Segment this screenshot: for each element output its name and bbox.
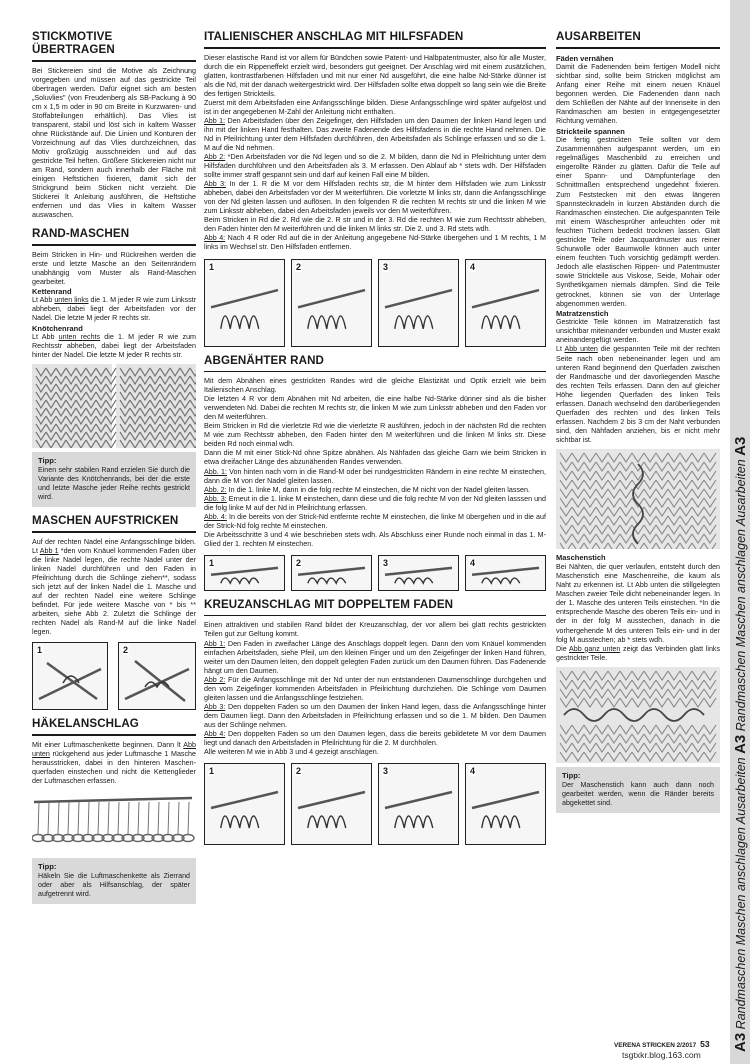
body-text: Mit einer Luftmaschenkette beginnen. Dann lt Abb unten rückgehend aus jeder Luftmasche 1 Masche herausstricken, dabei in den hinteren Maschenquerfaden einstechen und nicht die Kettenglieder der Luftmaschen erfassen. [32,740,196,785]
hand-drawing [379,260,458,346]
side-tab-text: A3 Randmaschen Maschen anschlagen Ausarbeiten A3 Randmaschen Maschen anschlagen Ausarbeiten A3 [732,436,749,1052]
body-text: Die letzten 4 R vor dem Abnähen mit Nd arbeiten, die eine halbe Nd-Stärke dünner sind als die bisher verwendeten Nd. Dabei die rechten M rechts str, die linken M wie zum Linksstr abheben und den Faden vor den M weiterführen. [204,395,546,422]
body-text: Beim Stricken in Rd die vierletzte Rd wie die vierletzte R ausführen, jedoch in der nächsten Rd die rechten M wie zum Rechtsstr abheben, den Faden hinter den M weiterführen und die linken M links str. Diese beiden Rd noch einmal wdh. [204,422,546,449]
tip-label: Tipp: [562,770,581,780]
figure-step [378,763,459,845]
body-text: Bei Nähten, die quer verlaufen, entsteht durch den Maschenstich eine Maschenreihe, die kaum als Naht zu erkennen ist. Lt Abb unten die stillgelegten Maschen zweier Teile dicht nebeneinander legen. In der 1. Masche des unteren Teils einstechen. *In die entsprechende Masche des oberen Teils ein- und in der in der folg M ausstechen, danach in die vorhergehende M des unteren Teils ein- und in der folg M ausstechen; ab * stets wdh. [556,562,720,644]
step-number: 3 [383,766,389,777]
kitchener-stitch-illustration [556,667,720,763]
tip-label: Tipp: [38,861,57,871]
title-rule [556,47,720,49]
section-italien [204,30,546,347]
body-text: Damit die Fadenenden beim fertigen Modell nicht sichtbar sind, sollte beim Stricken möglichst am Anfang einer Reihe mit einem neuen Knäuel begonnen werden. Die Fadenenden dann nach dem Schließen der Nähte auf der Innenseite in den Randmaschen am besten in entgegengesetzter Richtung vernähen. [556,62,720,126]
hand-drawing [379,556,458,590]
title-rule [204,371,546,373]
figure-step [465,763,546,845]
tip-box [32,452,196,507]
section-aufstricken [32,514,196,710]
edge-stitch-illustration [32,364,196,448]
figure-step [204,763,285,845]
section-stickmotive [32,30,196,220]
body-text: Abb 1: Den Faden in zweifacher Länge des Anschlags doppelt legen. Dann den vom Knäuel kommenden einfachen Arbeitsfaden, siehe Pfeil, um den kleinen Finger und um den Zeigefinger der linken Hand führen, weiter um den Daumen leiten, den doppelt gelegten Faden zurück um den Daumen führen. Das Fadenende hängt um den Daumen. [204,639,546,675]
section-title: KREUZANSCHLAG MIT DOPPELTEM FADEN [204,597,454,611]
abgenaeht-figure [204,555,546,591]
section-haekel [32,717,196,854]
tip-text: Häkeln Sie die Luftmaschenkette als Zierrand oder aber als Hilfsanschlag, der später aufgetrennt wird. [38,871,190,898]
body-text: Gestrickte Teile können im Matratzenstich fast unsichtbar miteinander verbunden und Muster exakt aneinandergefügt werden. [556,318,720,345]
middle-column [204,30,546,845]
hand-drawing [205,260,284,346]
body-text: Mit dem Abnähen eines gestrickten Randes wird die gleiche Elastizität und Optik erzielt wie beim Italienischen Anschlag. [204,377,546,395]
hand-drawing [205,764,284,844]
figure-step [291,763,372,845]
body-text: Abb. 4: In die bereits von der Strick-Nd entfernte rechte M einstechen, die linke M übergehen und in die auf der Strick-Nd folg rechte M einstechen. [204,512,546,530]
step-number: 4 [470,261,476,272]
section-kreuz [204,598,546,845]
step-number: 2 [123,645,129,656]
body-text: Abb 3: Den doppelten Faden so um den Daumen der linken Hand legen, dass die Anfangsschlinge hinter dem Daumen liegt. Dann den Arbeitsfaden in Pfeilrichtung erfassen und so die 1. M bilden. Den Daumen aus der Schlinge nehmen. [204,702,546,729]
body-text: Beim Stricken in Hin- und Rückreihen werden die erste und letzte Masche an den Seitenrändern unabhängig vom Muster als Rand-Maschen gearbeitet. [32,250,196,286]
body-text: Abb. 2: In die 1. linke M, dann in die folg rechte M einstechen, die M nicht von der Nadel gleiten lassen. [204,485,530,494]
crochet-chain-illustration [32,790,196,854]
subheading: Kettenrand [32,286,72,296]
title-rule [32,734,196,736]
kreuz-figure [204,763,546,845]
body-text: Lt Abb unten rechts die 1. M jeder R wie zum Rechtsstr abheben, dabei liegt der Arbeitsfaden hinter der Nadel. Die letzte M jeder R rechts str. [32,332,197,360]
body-text: Einen attraktiven und stabilen Rand bildet der Kreuzanschlag, der vor allem bei glatt rechts gestrickten Teilen gut zur Geltung kommt. [204,621,546,639]
body-text: Alle weiteren M wie in Abb 3 und 4 gezeigt anschlagen. [204,748,379,757]
side-tab [730,0,750,1064]
figure-step [32,642,108,710]
needle-drawing [119,643,195,709]
hand-drawing [292,764,371,844]
title-rule [32,244,196,246]
hand-drawing [292,556,371,590]
body-text: Abb 4: Den doppelten Faden so um den Daumen legen, dass die bereits gebildetete M vor dem Daumen liegt und danach den Arbeitsfaden in Pfeilrichtung für die 2. M durchholen. [204,729,546,748]
tip-label: Tipp: [38,456,57,466]
subheading: Fäden vernähen [556,53,614,63]
step-number: 2 [296,766,302,777]
step-number: 1 [209,557,215,568]
body-text: Abb 4: Nach 4 R oder Rd auf die in der Anleitung angegebene Nd-Stärke übergehen und 1 M rechts, 1 M links im Wechsel str. Den Hilfsfaden entfernen. [204,234,546,252]
figure-step [378,259,459,347]
body-text: Dann die M mit einer Stick-Nd ohne Spitze abnähen. Als Nähfaden das gleiche Garn wie beim Stricken in etwa dreifacher Länge des abzunähenden Randes verwenden. [204,449,546,467]
title-rule [32,60,196,62]
tip-text: Einen sehr stabilen Rand erzielen Sie durch die Variante des Knötchenrands, bei der die erste und letzte Masche jeder Reihe rechts gestrickt wird. [38,466,190,502]
figure-step [204,259,285,347]
section-title: RAND-MASCHEN [32,227,130,241]
italien-figure [204,259,546,347]
watermark: tsgtxkr.blog.163.com [622,1050,701,1060]
figure-step [204,555,285,591]
title-rule [32,531,196,533]
hand-drawing [466,556,545,590]
body-text: Abb. 1: Von hinten nach vorn in die Rand-M oder bei rundgestrickten Rändern in eine rechte M einstechen, dann die M von der Nadel gleiten lassen. [204,467,546,485]
title-rule [204,47,546,49]
section-title: ABGENÄHTER RAND [204,353,325,367]
body-text: Die fertig gestrickten Teile sollten vor dem Zusammennähen aufgespannt werden, um ein regelmäßiges Maschenbild zu erreichen und eingerollte Ränder zu glätten. Dafür die Teile auf einer Spann- und Dämpfunterlage den Schnittmaßen entsprechend ungedehnt fixieren. Zum Feststecken mit den etwas längeren Spannstecknadeln in kurzen Abständen durch die Randmaschen einstechen. Die aufgespannten Teile mit einem Wäschesprüher anfeuchten oder mit feuchten Tüchern bedeckt trocknen lassen. Glatt gestrickte Teile oder Jacquardmuster aus reiner Schurwolle oder Baumwolle können auch unter einem feuchten Tuch vorsichtig gedämpft werden. Jedoch alle elastischen Rippen- und Patentmuster sowie Strickteile aus Viskose, Seide, Mohair oder Synthetikgarnen niemals dämpfen. Sind die Teile getrocknet, können sie von der Unterlage abgenommen werden. [556,135,720,308]
hand-drawing [379,764,458,844]
figure-step [465,555,546,591]
hand-drawing [205,556,284,590]
body-text: Bei Stickereien sind die Motive als Zeichnung vorgegeben und müssen auf das gestrickte Teil übertragen werden. Dafür eignet sich am besten „Soluvlies" (von Freudenberg als SB-Packung à 90 cm x 1,5 m oder in 90 cm Breite in Kurzwaren- und Stoffabteilungen erhältlich). Das Vlies ist transparent, stabil und löst sich in kaltem Wasser ohne Rückstände auf. Die Linien und Konturen der Vorzeichnung auf das Vlies durchzeichnen, das Motiv großzügig ausschneiden und auf das gestrickte Teil heften. Größere Stickereien nicht nur am Rand, sondern auch innerhalb der Fläche mit einigen Heftstichen fixieren, damit sich der Strickgrund beim Sticken nicht verzieht. Die Stickerei lt Anleitung ausführen, die Heftstiche entfernen und das Vlies in kaltem Wasser auswaschen. [32,66,196,220]
subheading: Matratzenstich [556,308,609,318]
body-text: Die Abb ganz unten zeigt das Verbinden glatt links gestrickter Teile. [556,644,721,662]
section-title: MASCHEN AUFSTRICKEN [32,514,179,528]
section-title: HÄKELANSCHLAG [32,717,139,731]
subheading: Maschenstich [556,553,606,563]
step-number: 1 [209,766,215,777]
tip-text: Der Maschenstich kann auch dann noch gearbeitet werden, wenn die Ränder bereits abgekettet sind. [562,780,714,807]
section-ausarbeiten [556,30,720,763]
title-rule [204,615,546,617]
needle-drawing [33,643,107,709]
body-text: Zuerst mit dem Arbeitsfaden eine Anfangsschlinge bilden. Diese Anfangsschlinge wird später aufgelöst und ist in der angegebenen M-Zahl der Anleitung nicht enthalten. [204,98,546,116]
tip-box [556,767,720,813]
step-number: 1 [37,645,43,656]
section-title: ITALIENISCHER ANSCHLAG MIT HILFSFADEN [204,30,464,43]
section-abgenaeht [204,354,546,591]
hand-drawing [466,764,545,844]
mattress-stitch-illustration [556,449,720,549]
step-number: 4 [470,557,476,568]
step-number: 3 [383,557,389,568]
body-text: Beim Stricken in Rd die 2. Rd wie die 2. R str und in der 3. Rd die rechten M wie zum Rechtsstr abheben, den Faden hinter den M weiterführen und die linken M links str. Die 2. und 3. Rd stets wdh. [204,216,546,234]
figure-step [465,259,546,347]
body-text: Die Arbeitsschritte 3 und 4 wie beschrieben stets wdh. Als Abschluss einer Runde noch einmal in das 1. M-Glied der 1. rechten M einstechen. [204,530,546,548]
left-column [32,30,196,904]
subheading: Knötchenrand [32,323,83,333]
right-column [556,30,720,813]
step-number: 2 [296,557,302,568]
body-text: Auf der rechten Nadel eine Anfangsschlinge bilden. Lt Abb 1 *den vom Knäuel kommenden Faden über die linke Nadel legen, die rechte Nadel unter der linken Nadel durchführen und den Faden in Pfeilrichtung durch die Schlinge ziehen**, sodass sich jetzt auf der linken Nadel die 1. Masche und auf der rechten Nadel eine weitere Schlinge befindet. Für jede weitere Masche von * bis ** arbeiten, siehe Abb 2. Zuletzt die Schlinge der rechten Nadel als Rand-M auf die linke Nadel legen. [32,537,196,637]
body-text: Lt Abb unten die gespannten Teile mit der rechten Seite nach oben nebeneinander legen und am unteren Rand beginnend den Querfaden zwischen der Randmasche und der davorliegenden Masche des rechten Teils erfassen. Dann den auf gleicher Höhe liegenden Querfaden des linken Teils erfassen. Danach wechselnd den darüberliegenden Querfaden des rechten und des linken Teils erfassen. Nachdem 2 bis 3 cm der Naht verbunden sind, den Nähfaden anziehen, bis er nicht mehr sichtbar ist. [556,345,720,445]
hand-drawing [466,260,545,346]
figure-step [378,555,459,591]
page-footer [614,1039,710,1049]
section-title: STICKMOTIVE ÜBERTRAGEN [32,30,115,56]
hand-drawing [292,260,371,346]
step-number: 2 [296,261,302,272]
tip-box [32,858,196,904]
section-title: AUSARBEITEN [556,30,641,43]
page-number: 53 [700,1039,710,1049]
body-text: Abb 1: Den Arbeitsfaden über den Zeigefinger, den Hilfsfaden um den Daumen der linken Hand legen und ihn mit der linken Hand festhalten. Das zweite Fadenende des Hilfsfadens in die rechte Hand nehmen. Die Nd in Pfeilrichtung unter dem Hilfsfaden durchführen, den Arbeitsfaden als Schlinge erfassen und so die 1. M auf die Nd nehmen. [204,116,546,152]
step-number: 3 [383,261,389,272]
figure-step [118,642,196,710]
figure-step [291,555,372,591]
body-text: Abb 2: *Den Arbeitsfaden vor die Nd legen und so die 2. M bilden, dann die Nd in Pfeilrichtung unter dem Hilfsfaden durchführen und den Arbeitsfaden als 3. M erfassen. Den Ablauf ab * stets wdh. Der Hilfsfaden sollte immer straff gespannt sein und darf auf keinen Fall eine M bilden. [204,153,546,180]
body-text: Abb. 3: Erneut in die 1. linke M einstechen, dann diese und die folg rechte M von der Nd gleiten lasssen und die folg linke M auf der Nd in Pfeilrichtung erfassen. [204,494,547,512]
section-randmaschen [32,227,196,448]
subheading: Strickteile spannen [556,126,625,136]
figure-step [291,259,372,347]
body-text: Lt Abb unten links die 1. M jeder R wie zum Linksstr abheben, dabei liegt der Arbeitsfaden vor der Nadel. Die letzte M jeder R rechts str. [32,296,197,323]
aufstricken-figure [32,642,196,710]
step-number: 4 [470,766,476,777]
step-number: 1 [209,261,215,272]
body-text: Abb 2: Für die Anfangsschlinge mit der Nd unter der nun entstandenen Daumenschlinge durchgehen und den vom Zeigefinger kommenden Arbeitsfaden in Pfeilrichtung durchziehen. Die Schlinge vom Daumen gleiten lassen und die Anfangsschlinge festziehen. [204,675,546,702]
magazine-name: VERENA STRICKEN 2/2017 [614,1042,697,1049]
body-text: Abb 3: In der 1. R die M vor dem Hilfsfaden rechts str, die M hinter dem Hilfsfaden wie zum Linksstr abheben, dabei den Arbeitsfaden vor der M weiterführen. Die vorletzte M links str, dann die Anfangsschlinge von der Nd gleiten lassen und auflösen. In den folgenden R die rechten M rechts str und die linken M wie zum Linksstr abheben, dabei den Arbeitsfaden jeweils vor den M weiterführen. [204,180,546,216]
body-text: Dieser elastische Rand ist vor allem für Bündchen sowie Patent- und Halbpatentmuster, also für alle Muster, durch die ein Rippeneffekt erzielt wird, besonders gut geeignet. Der Anschlag wird mit einem zusätzlichen, glatten, kontrastfarbenen Hilfsfaden und mit nur einer Nd ausgeführt, die eine halbe Nd-Stärke dünner ist als die Nd, mit der danach weitergestrickt wird. Der Hilfsfaden sollte etwa doppelt so lang sein wie die Breite des fertigen Strickteils. [204,53,546,98]
